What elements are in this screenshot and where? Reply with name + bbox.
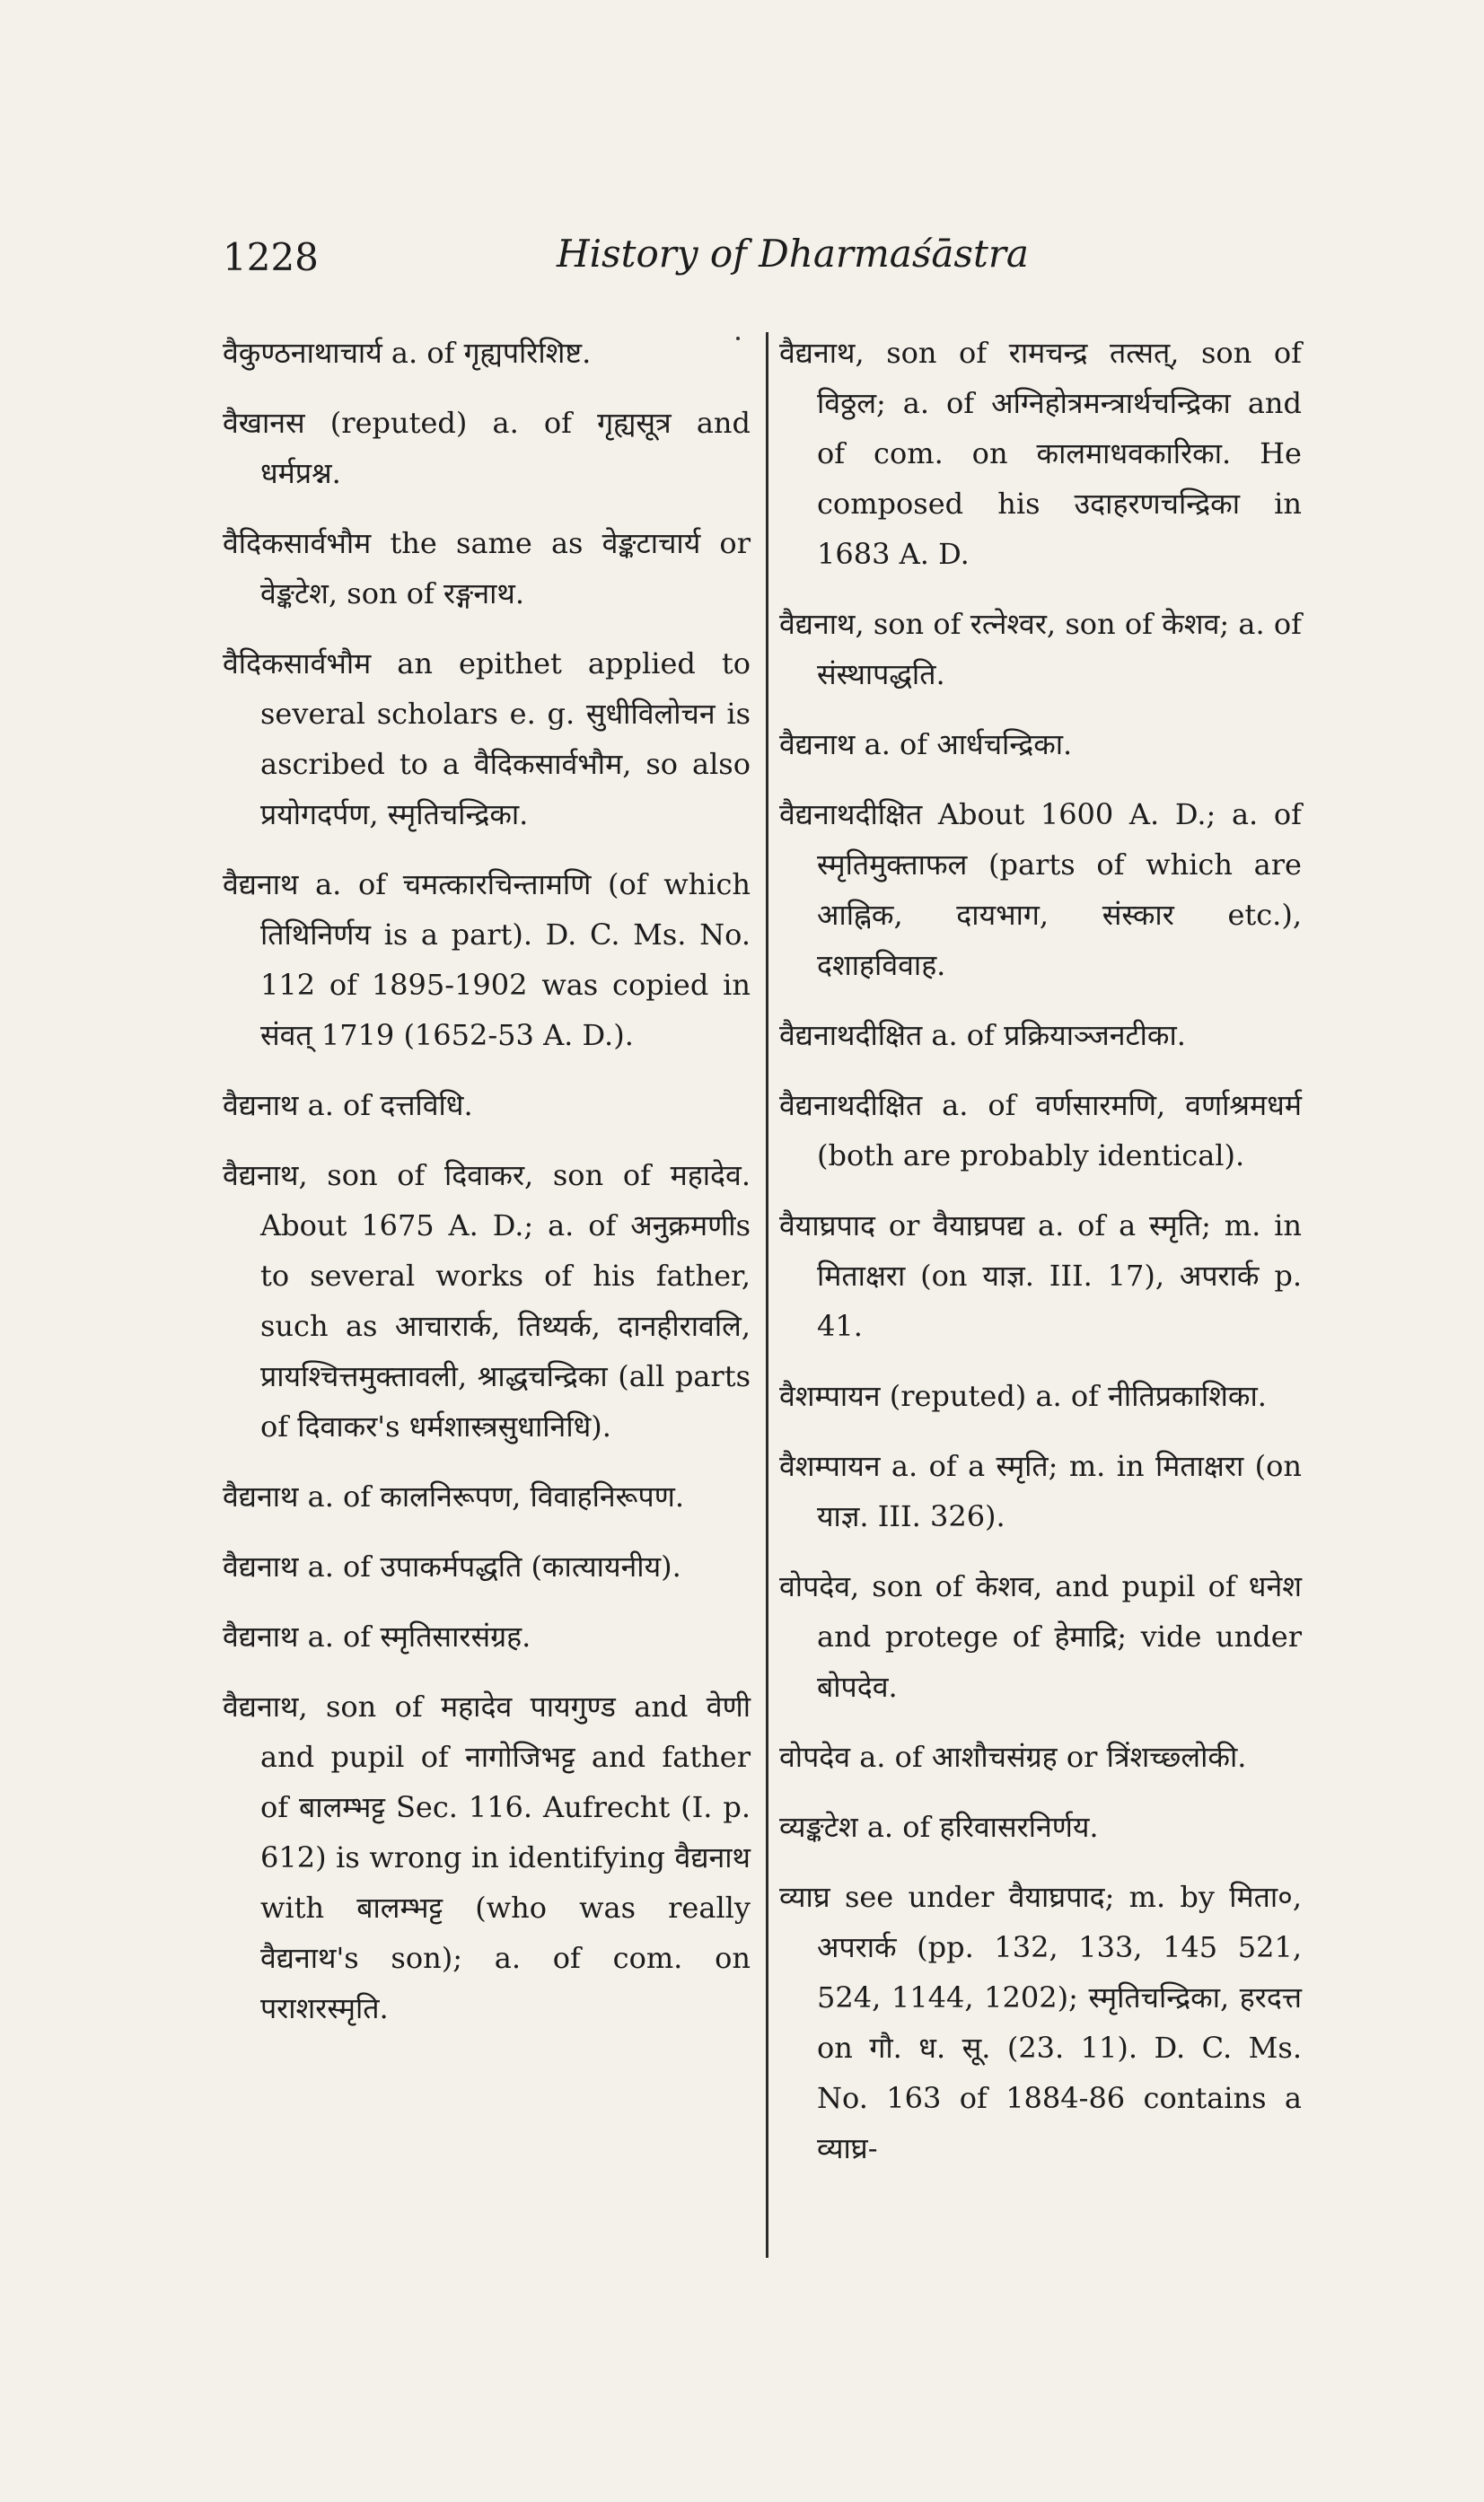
entry-vaidikasarvabhauma-1: वैदिकसार्वभौम the same as वेङ्कटाचार्य or वेङ्कटेश, son of रङ्गनाथ. [223, 526, 751, 610]
entry-vaikunthanathacharya: वैकुण्ठनाथाचार्य a. of गृह्यपरिशिष्ट. [223, 336, 592, 370]
entry-vaiyaghrapada: वैयाघ्रपाद or वैयाघ्रपद्य a. of a स्मृति; m. in मिताक्षरा (on याज्ञ. III. 17), अपरार्क p. 41. [779, 1208, 1302, 1343]
entry-vyankatesha: व्यङ्कटेश a. of हरिवासरनिर्णय. [779, 1810, 1099, 1844]
entry-vaishampayana-reputed: वैशम्पायन (reputed) a. of नीतिप्रकाशिका. [779, 1379, 1267, 1413]
entry-vopadeva-son-of-keshava: वोपदेव, son of केशव, and pupil of धनेश and protege of हेमाद्रि; vide under बोपदेव. [779, 1569, 1302, 1704]
entry-vaidyanathadikshita-prakriya: वैद्यनाथदीक्षित a. of प्रक्रियाञ्जनटीका. [779, 1018, 1186, 1052]
column-divider [766, 332, 768, 2258]
entry-vaidyanatha-chamatkara: वैद्यनाथ a. of चमत्कारचिन्तामणि (of which तिथिनिर्णय is a part). D. C. Ms. No. 112 of 1895-1902 was copied in संवत् 1719 (1652-53 A. D.). [223, 867, 751, 1052]
running-title: History of Dharmaśāstra [557, 232, 1029, 276]
right-column [779, 328, 1302, 2193]
entry-vaishampayana-smriti: वैशम्पायन a. of a स्मृति; m. in मिताक्षरा (on याज्ञ. III. 326). [779, 1449, 1302, 1533]
entry-vaidyanathadikshita-varnasara: वैद्यनाथदीक्षित a. of वर्णसारमणि, वर्णाश्रमधर्म (both are probably identical). [779, 1088, 1302, 1172]
entry-vaikhanasa: वैखानस (reputed) a. of गृह्यसूत्र and धर्मप्रश्न. [223, 406, 751, 490]
left-column [223, 328, 751, 2053]
entry-vaidyanatha-son-of-divakara: वैद्यनाथ, son of दिवाकर, son of महादेव. About 1675 A. D.; a. of अनुक्रमणीs to several works of his father, such as आचारार्क, तिथ्यर्क, दानहीरावलि, प्रायश्चित्तमुक्तावली, श्राद्धचन्द्रिका (all parts of दिवाकर's धर्मशास्त्रसुधानिधि). [223, 1158, 751, 1444]
entry-vaidyanatha-son-of-ramachandra: वैद्यनाथ, son of रामचन्द्र तत्सत्, son of विठ्ठल; a. of अग्निहोत्रमन्त्रार्थचन्द्रिका and of com. on कालमाधवकारिका. He composed his उदाहरणचन्द्रिका in 1683 A. D. [779, 336, 1302, 571]
entry-vaidyanathadikshita-1600: वैद्यनाथदीक्षित About 1600 A. D.; a. of स्मृतिमुक्ताफल (parts of which are आह्निक, दायभाग, संस्कार etc.), दशाहविवाह. [779, 797, 1302, 982]
entry-vaidyanatha-dattavidhi: वैद्यनाथ a. of दत्तविधि. [223, 1088, 473, 1122]
page-number: 1228 [223, 235, 319, 279]
entry-vopadeva-ashauchasangraha: वोपदेव a. of आशौचसंग्रह or त्रिंशच्छ्लोकी. [779, 1740, 1247, 1774]
entry-vaidyanatha-payagunda: वैद्यनाथ, son of महादेव पायगुण्ड and वेणी and pupil of नागोजिभट्ट and father of बालम्भट्ट Sec. 116. Aufrecht (I. p. 612) is wrong in identifying वैद्यनाथ with बालम्भट्ट (who was really वैद्यनाथ's son); a. of com. on पराशरस्मृति. [223, 1690, 751, 2025]
entry-vaidyanatha-son-of-ratneshvara: वैद्यनाथ, son of रत्नेश्वर, son of केशव; a. of संस्थापद्धति. [779, 607, 1302, 691]
entry-vaidikasarvabhauma-2: वैदिकसार्वभौम an epithet applied to several scholars e. g. सुधीविलोचन is ascribed to a वैदिकसार्वभौम, so also प्रयोगदर्पण, स्मृतिचन्द्रिका. [223, 646, 751, 831]
entry-vaidyanatha-ardhachandrika: वैद्यनाथ a. of आर्धचन्द्रिका. [779, 727, 1073, 761]
entry-vyaghra: व्याघ्र see under वैयाघ्रपाद; m. by मिता०, अपरार्क (pp. 132, 133, 145 521, 524, 1144, 1202); स्मृतिचन्द्रिका, हरदत्त on गौ. ध. सू. (23. 11). D. C. Ms. No. 163 of 1884-86 contains a व्याघ्र- [779, 1880, 1302, 2165]
entry-vaidyanatha-kalanirupana: वैद्यनाथ a. of कालनिरूपण, विवाहनिरूपण. [223, 1479, 684, 1514]
entry-vaidyanatha-smritisara: वैद्यनाथ a. of स्मृतिसारसंग्रह. [223, 1620, 531, 1654]
entry-vaidyanatha-upakarma: वैद्यनाथ a. of उपाकर्मपद्धति (कात्यायनीय). [223, 1549, 681, 1584]
